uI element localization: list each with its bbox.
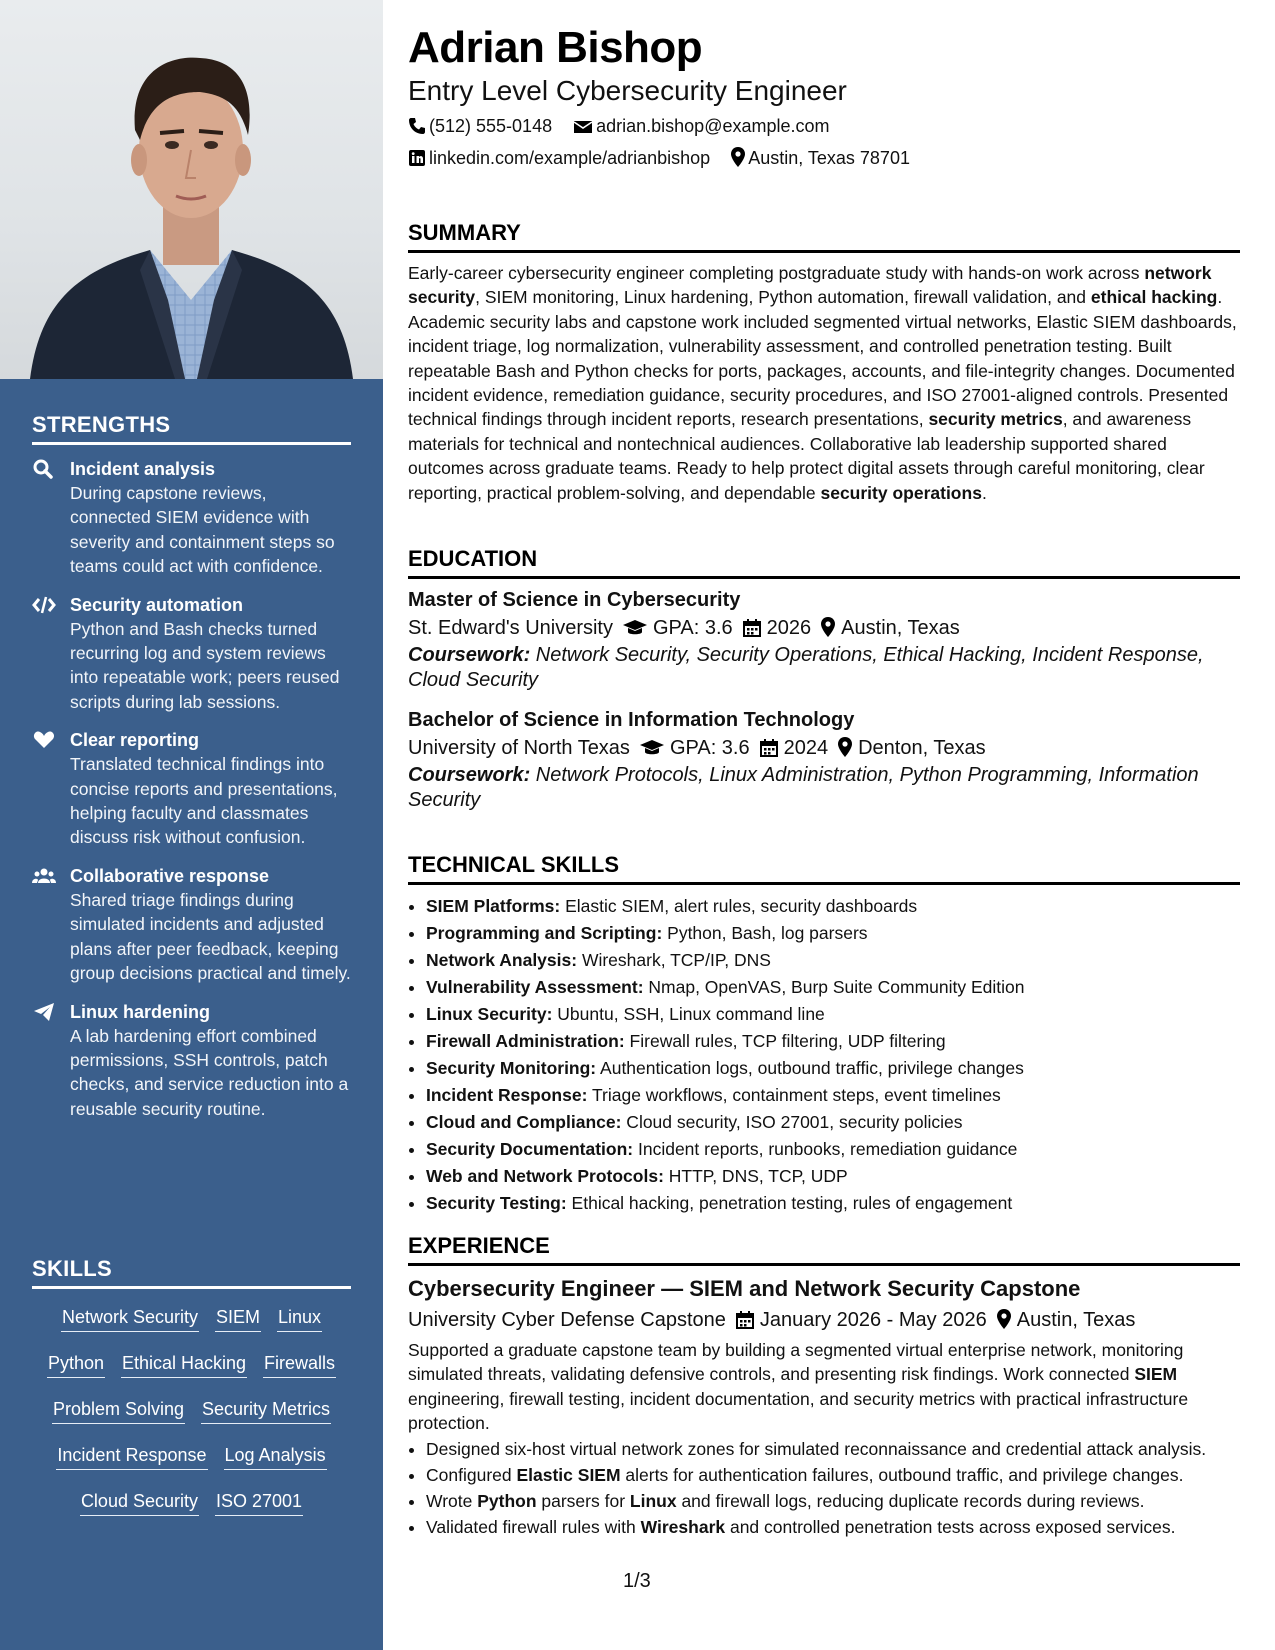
education-meta: [408, 613, 1240, 643]
skill-row: • SIEM Platforms: Elastic SIEM, alert rules, security dashboards: [426, 893, 1240, 920]
linkedin-text[interactable]: linkedin.com/example/adrianbishop: [429, 148, 711, 168]
grad-year: 2026: [766, 617, 812, 639]
calendar-icon: [736, 1311, 754, 1329]
linkedin-icon: [408, 149, 426, 167]
candidate-name: Adrian Bishop: [408, 23, 703, 72]
strength-item: [32, 593, 351, 715]
strength-text: Shared triage findings during simulated incidents and adjusted plans after peer feedback, keeping group decisions practical and timely.: [70, 889, 351, 984]
skill-tag: Log Analysis: [224, 1443, 327, 1470]
strength-item: [32, 864, 351, 986]
experience-bullet: • Validated firewall rules with Wireshark and controlled penetration tests across exposed services.: [426, 1514, 1240, 1540]
education-item: [408, 707, 1240, 813]
skill-tag: Linux: [277, 1305, 322, 1332]
strength-text: Python and Bash checks turned recurring log and system reviews into repeatable work; peers reused scripts during lab sessions.: [70, 618, 340, 712]
skill-row: • Security Documentation: Incident reports, runbooks, remediation guidance: [426, 1136, 1240, 1163]
skill-tag: Cloud Security: [80, 1489, 199, 1516]
strength-text: Translated technical findings into concise reports and presentations, helping faculty and classmates discuss risk without confusion.: [70, 754, 338, 848]
experience-heading: EXPERIENCE: [408, 1233, 1240, 1266]
strength-title: Clear reporting: [70, 730, 200, 751]
education-item: [408, 587, 1240, 693]
strength-title: Incident analysis: [70, 459, 216, 479]
linkedin[interactable]: [408, 142, 710, 174]
strengths-heading: STRENGTHS: [32, 412, 351, 445]
strengths-section: [32, 412, 351, 1135]
education-meta: [408, 733, 1240, 763]
skills-heading: SKILLS: [32, 1256, 351, 1289]
skill-row: • Linux Security: Ubuntu, SSH, Linux command line: [426, 1001, 1240, 1028]
organization: University Cyber Defense Capstone: [408, 1309, 726, 1331]
strength-title: Collaborative response: [70, 865, 270, 886]
skills-section: [32, 1256, 351, 1535]
email[interactable]: [573, 110, 829, 142]
profile-photo: [0, 0, 383, 379]
school-location: Denton, Texas: [858, 737, 986, 759]
strength-title: Security automation: [70, 594, 244, 615]
strength-text: During capstone reviews, connected SIEM evidence with severity and containment steps so teams could act with confidence.: [70, 483, 335, 577]
skill-tag: Security Metrics: [201, 1397, 331, 1424]
experience-description: Supported a graduate capstone team by building a segmented virtual enterprise network, monitoring simulated threats, validating defensive controls, and presenting risk findings. Work connected SIEM engineering, firewall testing, incident documentation, and security metrics with practical infrastructure protection.: [408, 1340, 1189, 1434]
graduation-cap-icon: [640, 739, 664, 757]
education-heading: EDUCATION: [408, 546, 1240, 579]
phone-icon: [408, 117, 426, 135]
experience-meta: [408, 1304, 1240, 1336]
skill-row: • Security Monitoring: Authentication logs, outbound traffic, privilege changes: [426, 1055, 1240, 1082]
skill-row: • Firewall Administration: Firewall rules, TCP filtering, UDP filtering: [426, 1028, 1240, 1055]
experience-dates: January 2026 - May 2026: [759, 1309, 987, 1331]
contact-info: [408, 110, 1240, 174]
paper-plane-icon: [32, 1002, 56, 1022]
location: [731, 142, 910, 174]
experience-bullets: [408, 1436, 1240, 1540]
phone: [408, 110, 552, 142]
experience-bullet: • Configured Elastic SIEM alerts for authentication failures, outbound traffic, and privilege changes.: [426, 1462, 1240, 1488]
map-marker-icon: [997, 1309, 1011, 1329]
map-marker-icon: [731, 147, 745, 167]
gpa: GPA: 3.6: [669, 737, 750, 759]
main-content: [408, 22, 1240, 1537]
map-marker-icon: [821, 617, 835, 637]
experience-bullet: • Wrote Python parsers for Linux and firewall logs, reducing duplicate records during reviews.: [426, 1488, 1240, 1514]
skill-tag: Python: [47, 1351, 105, 1378]
search-icon: [32, 459, 56, 479]
experience-location: Austin, Texas: [1016, 1309, 1136, 1331]
school-name: St. Edward's University: [408, 617, 613, 639]
experience-title: Cybersecurity Engineer — SIEM and Network Security Capstone: [408, 1276, 1081, 1301]
education-section: [408, 546, 1240, 813]
strength-item: [32, 457, 351, 579]
skill-row: • Vulnerability Assessment: Nmap, OpenVAS, Burp Suite Community Edition: [426, 974, 1240, 1001]
skill-row: • Incident Response: Triage workflows, containment steps, event timelines: [426, 1082, 1240, 1109]
skill-tag: Ethical Hacking: [121, 1351, 247, 1378]
email-text[interactable]: adrian.bishop@example.com: [596, 116, 830, 136]
sidebar: [0, 0, 383, 1650]
calendar-icon: [760, 739, 778, 757]
skill-row: • Cloud and Compliance: Cloud security, ISO 27001, security policies: [426, 1109, 1240, 1136]
map-marker-icon: [838, 737, 852, 757]
strength-text: A lab hardening effort combined permissions, SSH controls, patch checks, and service reduction into a reusable security routine.: [70, 1025, 349, 1119]
experience-section: [408, 1233, 1240, 1540]
phone-text: (512) 555-0148: [429, 116, 553, 136]
degree-title: Bachelor of Science in Information Technology: [408, 709, 855, 731]
technical-skills-list: [408, 893, 1240, 1217]
strength-item: [32, 728, 351, 850]
skill-row: • Programming and Scripting: Python, Bash, log parsers: [426, 920, 1240, 947]
skill-row: • Network Analysis: Wireshark, TCP/IP, DNS: [426, 947, 1240, 974]
graduation-cap-icon: [623, 619, 647, 637]
heart-icon: [32, 730, 56, 750]
skill-tag: SIEM: [215, 1305, 261, 1332]
technical-skills-section: [408, 852, 1240, 1217]
skill-tag: Problem Solving: [52, 1397, 185, 1424]
summary-heading: SUMMARY: [408, 220, 1240, 253]
page-number: 1/3: [623, 1570, 651, 1592]
envelope-icon: [573, 119, 593, 135]
code-icon: [32, 595, 56, 615]
job-title: Entry Level Cybersecurity Engineer: [408, 75, 847, 106]
school-name: University of North Texas: [408, 737, 630, 759]
grad-year: 2024: [783, 737, 829, 759]
skill-tag: Incident Response: [56, 1443, 207, 1470]
summary-section: [408, 220, 1240, 505]
skill-tag: ISO 27001: [215, 1489, 303, 1516]
skill-tag: Network Security: [61, 1305, 199, 1332]
coursework: Coursework: Network Protocols, Linux Administration, Python Programming, Information Security: [408, 764, 1199, 811]
portrait-image: [0, 0, 383, 379]
skill-row: • Security Testing: Ethical hacking, penetration testing, rules of engagement: [426, 1190, 1240, 1217]
strength-item: [32, 1000, 351, 1122]
calendar-icon: [743, 619, 761, 637]
coursework: Coursework: Network Security, Security Operations, Ethical Hacking, Incident Response, Cloud Security: [408, 644, 1204, 691]
gpa: GPA: 3.6: [653, 617, 733, 639]
location-text: Austin, Texas 78701: [748, 148, 910, 168]
experience-bullet: • Designed six-host virtual network zones for simulated reconnaissance and credential attack analysis.: [426, 1436, 1240, 1462]
skill-tags: [32, 1305, 351, 1516]
technical-skills-heading: TECHNICAL SKILLS: [408, 852, 1240, 885]
users-icon: [32, 866, 56, 886]
skill-tag: Firewalls: [263, 1351, 336, 1378]
strength-title: Linux hardening: [70, 1001, 211, 1022]
degree-title: Master of Science in Cybersecurity: [408, 589, 741, 611]
skill-row: • Web and Network Protocols: HTTP, DNS, TCP, UDP: [426, 1163, 1240, 1190]
school-location: Austin, Texas: [841, 617, 960, 639]
summary-text: Early-career cybersecurity engineer completing postgraduate study with hands-on work across network security, SIEM monitoring, Linux hardening, Python automation, firewall validation, and ethical hacking. Academic security labs and capstone work included segmented virtual networks, Elastic SIEM dashboards, incident triage, log normalization, vulnerability assessment, and controlled penetration testing. Built repeatable Bash and Python checks for ports, packages, accounts, and file-integrity changes. Documented incident evidence, remediation guidance, security procedures, and ISO 27001-aligned controls. Presented technical findings through incident reports, research presentations, security metrics, and awareness materials for technical and nontechnical audiences. Collaborative lab leadership supported shared outcomes across graduate teams. Ready to help protect digital assets through careful monitoring, clear reporting, practical problem-solving, and dependable security operations.: [408, 263, 1237, 503]
